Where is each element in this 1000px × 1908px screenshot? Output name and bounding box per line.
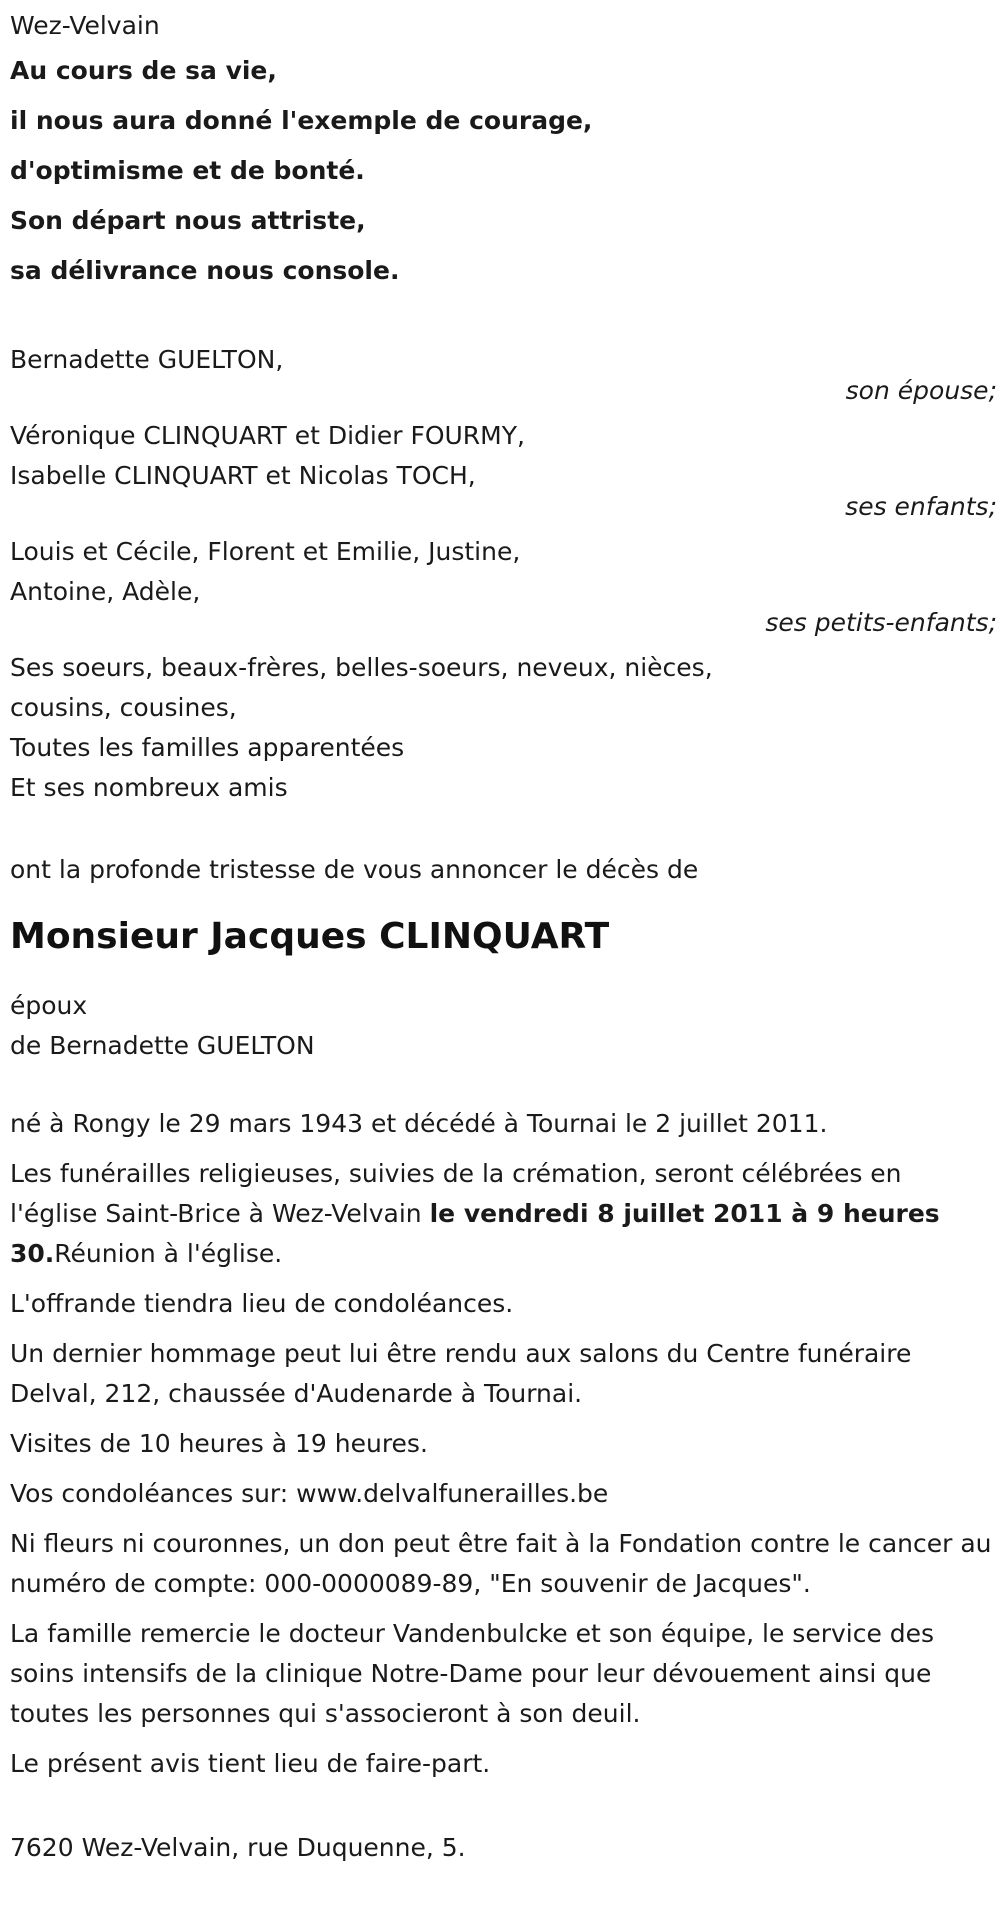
tribute: Un dernier hommage peut lui être rendu aux salons du Centre funéraire Delval, 212, chaussée d'Audenarde à Tournai. [10,1339,912,1408]
location-header: Wez-Velvain [10,11,160,40]
birth-death: né à Rongy le 29 mars 1943 et décédé à Tournai le 2 juillet 2011. [10,1109,828,1138]
verse-line: d'optimisme et de bonté. [10,156,365,185]
family-name-line: Antoine, Adèle, [10,577,201,606]
family-role: son épouse; [845,376,997,405]
funeral-text: Les funérailles religieuses, suivies de la crémation, seront célébrées en l'église Saint-Brice à Wez-Velvain [10,1159,902,1228]
family-name-line: Isabelle CLINQUART et Nicolas TOCH, [10,461,476,490]
relatives-line: Toutes les familles apparentées [10,733,405,762]
donation: Ni fleurs ni couronnes, un don peut être fait à la Fondation contre le cancer au numéro de compte: 000-0000089-89, "En souvenir de Jacques". [10,1529,992,1598]
thanks: La famille remercie le docteur Vandenbulcke et son équipe, le service des soins intensifs de la clinique Notre-Dame pour leur dévouement ainsi que toutes les personnes qui s'associeront à son deuil. [10,1619,935,1728]
family-group-children [10,416,1000,524]
verse-line: Son départ nous attriste, [10,206,366,235]
relatives-line: Et ses nombreux amis [10,773,288,802]
funeral-meeting: Réunion à l'église. [54,1239,283,1268]
funeral-details [10,1154,995,1274]
verse-line: sa délivrance nous console. [10,256,400,285]
family-name-line: Louis et Cécile, Florent et Emilie, Justine, [10,537,521,566]
obituary-page [0,6,1000,1868]
family-group-spouse [10,340,1000,408]
relatives-line: Ses soeurs, beaux-frères, belles-soeurs, neveux, nièces, [10,653,713,682]
verse-line: Au cours de sa vie, [10,56,277,85]
notice: Le présent avis tient lieu de faire-part. [10,1749,491,1778]
family-name-line: Bernadette GUELTON, [10,345,284,374]
spouse-line: époux [10,991,88,1020]
deceased-name: Monsieur Jacques CLINQUART [10,916,610,957]
verse-block [10,46,1000,296]
address: 7620 Wez-Velvain, rue Duquenne, 5. [10,1833,466,1862]
funeral-date-time: le vendredi 8 juillet 2011 à 9 heures 30. [10,1199,940,1268]
visits: Visites de 10 heures à 19 heures. [10,1429,428,1458]
family-name-line: Véronique CLINQUART et Didier FOURMY, [10,421,525,450]
family-role: ses enfants; [845,492,997,521]
family-group-grandchildren [10,532,1000,640]
other-relatives [10,648,1000,808]
family-role: ses petits-enfants; [765,608,997,637]
announcement: ont la profonde tristesse de vous annoncer le décès de [10,855,699,884]
spouse-line: de Bernadette GUELTON [10,1031,315,1060]
offering: L'offrande tiendra lieu de condoléances. [10,1289,514,1318]
relatives-line: cousins, cousines, [10,693,237,722]
condolences: Vos condoléances sur: www.delvalfunerailles.be [10,1479,609,1508]
spouse-block [10,986,1000,1066]
verse-line: il nous aura donné l'exemple de courage, [10,106,593,135]
